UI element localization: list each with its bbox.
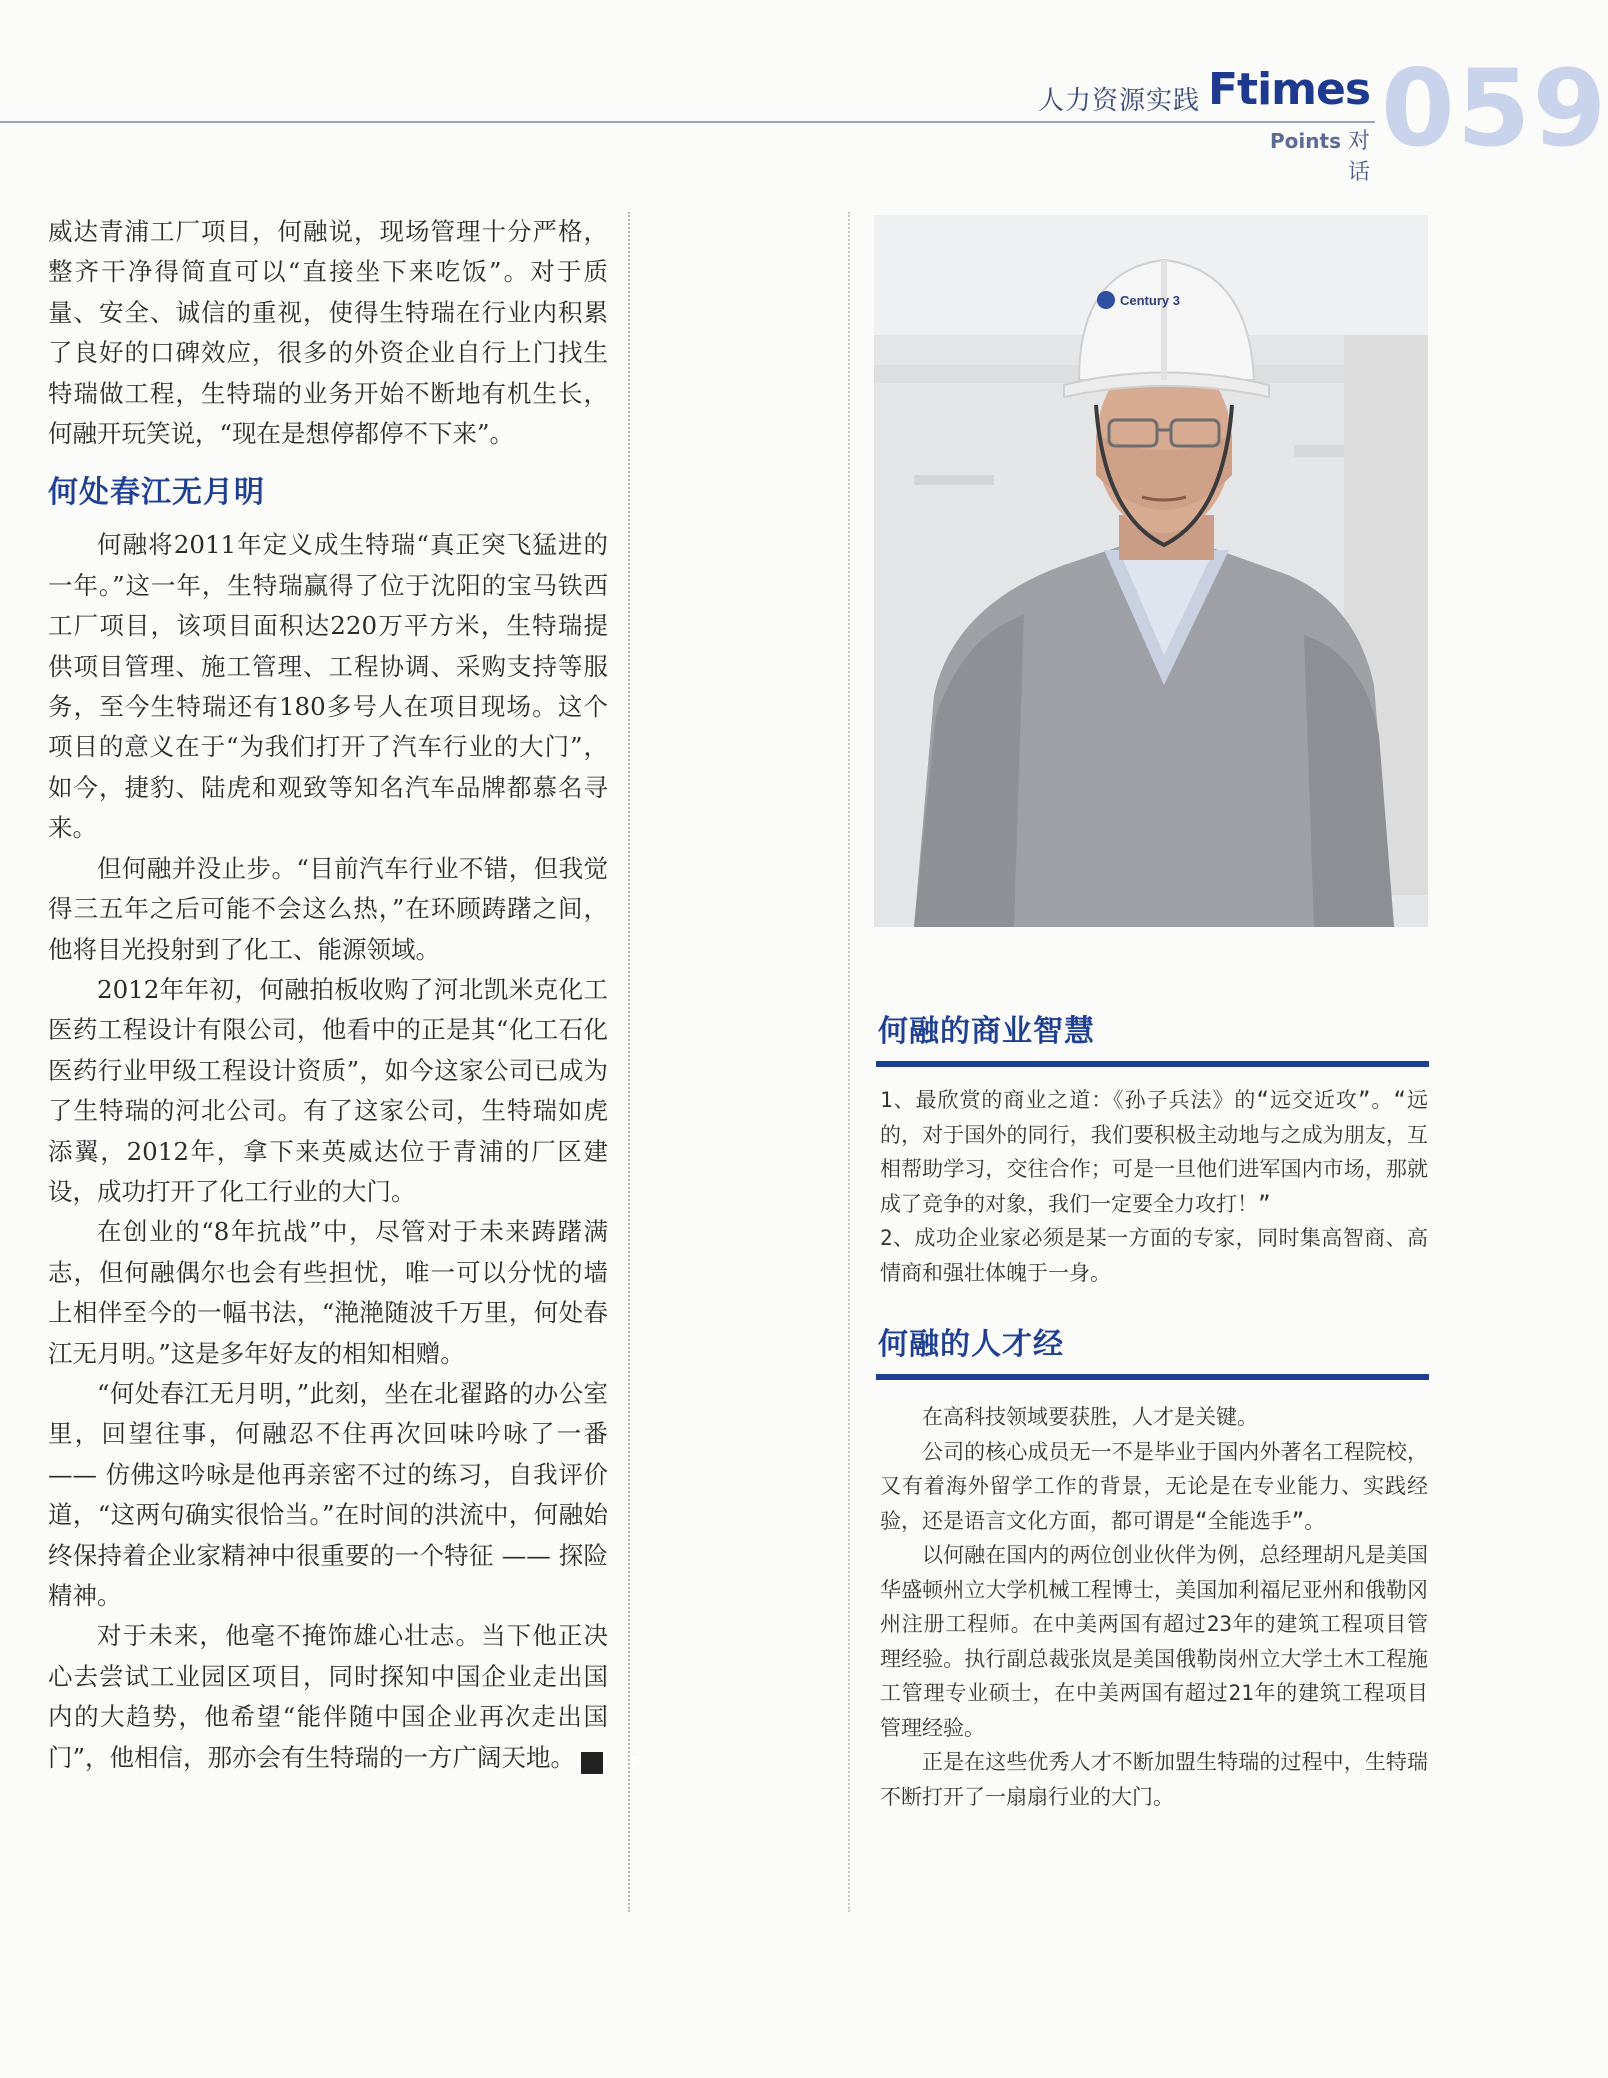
talent-paragraph: 正是在这些优秀人才不断加盟生特瑞的过程中，生特瑞不断打开了一扇扇行业的大门。: [880, 1750, 1428, 1809]
article-paragraph: “何处春江无月明，”此刻，坐在北翟路的办公室里，回望往事，何融忍不住再次回味吟咏了一番 —— 仿佛这吟咏是他再亲密不过的练习，自我评价道，“这两句确实很恰当。”在时间的洪流中，何融始终保持着企业家精神中很重要的一个特征 —— 探险精神。: [48, 1378, 608, 1610]
article-paragraph: 但何融并没止步。“目前汽车行业不错，但我觉得三五年之后可能不会这么热，”在环顾踌躇之间，他将目光投射到了化工、能源领域。: [48, 853, 608, 964]
article-paragraph: 2012年年初，何融拍板收购了河北凯米克化工医药工程设计有限公司，他看中的正是其“化工石化医药行业甲级工程设计资质”，如今这家公司已成为了生特瑞的河北公司。有了这家公司，生特瑞如虎添翼，2012年，拿下来英威达位于青浦的厂区建设，成功打开了化工行业的大门。: [48, 974, 608, 1206]
talent-title: 何融的人才经: [878, 1327, 1064, 1362]
portrait-illustration: [874, 215, 1428, 927]
article-paragraph: 何融将2011年定义成生特瑞“真正突飞猛进的一年。”这一年，生特瑞赢得了位于沈阳的宝马铁西工厂项目，该项目面积达220万平方米，生特瑞提供项目管理、施工管理、工程协调、采购支持等服务，至今生特瑞还有180多号人在项目现场。这个项目的意义在于“为我们打开了汽车行业的大门”，如今，捷豹、陆虎和观致等知名汽车品牌都慕名寻来。: [48, 530, 608, 843]
talent-paragraph: 公司的核心成员无一不是毕业于国内外著名工程院校，又有着海外留学工作的背景，无论是在专业能力、实践经验，还是语言文化方面，都可谓是“全能选手”。: [880, 1439, 1428, 1533]
page-number: 059: [1381, 47, 1608, 170]
wisdom-text: [880, 1083, 1428, 1290]
talent-rule: [876, 1374, 1429, 1380]
header-rule: [0, 121, 1375, 123]
talent-paragraph: 以何融在国内的两位创业伙伴为例，总经理胡凡是美国华盛顿州立大学机械工程博士，美国加利福尼亚州和俄勒冈州注册工程师。在中美两国有超过23年的建筑工程项目管理经验。执行副总裁张岚是美国俄勒岗州立大学土木工程施工管理专业硕士，在中美两国有超过21年的建筑工程项目管理经验。: [880, 1543, 1428, 1740]
column-divider: [848, 212, 850, 1912]
portrait-photo: [874, 215, 1428, 927]
intro-paragraph: 威达青浦工厂项目，何融说，现场管理十分严格，整齐干净得简直可以“直接坐下来吃饭”。对于质量、安全、诚信的重视，使得生特瑞在行业内积累了良好的口碑效应，很多的外资企业自行上门找生特瑞做工程，生特瑞的业务开始不断地有机生长，何融开玩笑说，“现在是想停都停不下来”。: [48, 217, 608, 449]
wisdom-item: 1、最欣赏的商业之道：《孙子兵法》的“远交近攻”。“远的，对于国外的同行，我们要积极主动地与之成为朋友，互相帮助学习，交往合作；可是一旦他们进军国内市场，那就成了竞争的对象，我们一定要全力攻打！”: [880, 1088, 1428, 1216]
magazine-brand: Ftimes: [1208, 64, 1371, 115]
talent-text: [880, 1400, 1428, 1814]
helmet-logo-text: Century 3: [1120, 293, 1180, 308]
wisdom-title: 何融的商业智慧: [878, 1014, 1095, 1049]
article-paragraph-text: 对于未来，他毫不掩饰雄心壮志。当下他正决心去尝试工业园区项目，同时探知中国企业走出国内的大趋势，他希望“能伴随中国企业再次走出国门”，他相信，那亦会有生特瑞的一方广阔天地。: [48, 1621, 608, 1772]
article-last-paragraph: [48, 1616, 642, 1778]
article-paragraph: 在创业的“8年抗战”中，尽管对于未来踌躇满志，但何融偶尔也会有些担忧，唯一可以分忧的墙上相伴至今的一幅书法，“滟滟随波千万里，何处春江无月明。”这是多年好友的相知相赠。: [48, 1217, 608, 1368]
article-column: [48, 212, 642, 1778]
article-heading: 何处春江无月明: [48, 475, 265, 511]
end-mark-icon: F: [581, 1752, 603, 1774]
talent-paragraph: 在高科技领域要获胜，人才是关键。: [922, 1405, 1258, 1429]
column-label-cn: 对话: [1347, 129, 1370, 185]
wisdom-item: 2、成功企业家必须是某一方面的专家，同时集高智商、高情商和强壮体魄于一身。: [880, 1226, 1428, 1285]
column-label-en: Points: [1270, 129, 1341, 153]
column-label: [1250, 124, 1370, 186]
wisdom-rule: [876, 1061, 1429, 1067]
column-divider: [628, 212, 630, 1912]
section-label: 人力资源实践: [1037, 86, 1200, 116]
